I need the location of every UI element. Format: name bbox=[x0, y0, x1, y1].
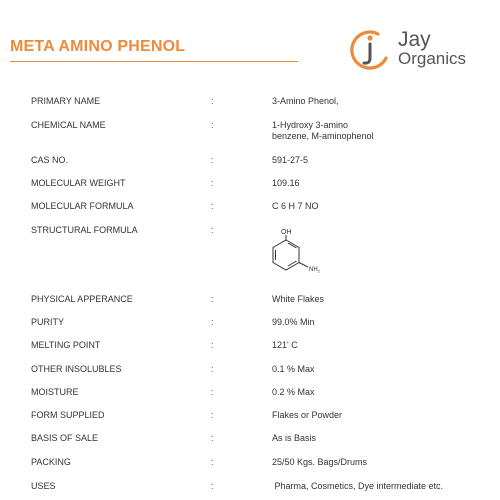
spec-colon: : bbox=[211, 481, 214, 491]
spec-value: 99.0% Min bbox=[272, 317, 315, 327]
spec-value-line2: benzene, M-aminophenol bbox=[272, 131, 374, 141]
spec-value: Pharma, Cosmetics, Dye intermediate etc. bbox=[272, 481, 444, 491]
spec-label: PACKING bbox=[31, 457, 71, 467]
spec-label: USES bbox=[31, 481, 56, 491]
spec-colon: : bbox=[211, 364, 214, 374]
benzene-ring bbox=[273, 235, 308, 270]
brand-name-line1: Jay bbox=[398, 28, 431, 51]
spec-value: Flakes or Powder bbox=[272, 410, 343, 420]
spec-label: STRUCTURAL FORMULA bbox=[31, 225, 138, 235]
spec-label: PHYSICAL APPERANCE bbox=[31, 294, 133, 304]
page-title: META AMINO PHENOL bbox=[10, 38, 186, 55]
spec-colon: : bbox=[211, 457, 214, 467]
spec-label: MOLECULAR FORMULA bbox=[31, 201, 134, 211]
brand-name-line2: Organics bbox=[398, 49, 467, 68]
nh2-bond bbox=[299, 263, 308, 268]
title-underline bbox=[10, 61, 298, 62]
nh2-subscript: 2 bbox=[317, 268, 320, 274]
spec-value: 0.1 % Max bbox=[272, 364, 315, 374]
spec-value: White Flakes bbox=[272, 294, 325, 304]
spec-label: OTHER INSOLUBLES bbox=[31, 364, 122, 374]
spec-label: CAS NO. bbox=[31, 155, 69, 165]
spec-value bbox=[272, 120, 497, 142]
spec-colon: : bbox=[211, 155, 214, 165]
spec-value: 109.16 bbox=[272, 178, 300, 188]
brand-logo bbox=[348, 28, 488, 72]
spec-label: FORM SUPPLIED bbox=[31, 410, 105, 420]
spec-colon: : bbox=[211, 433, 214, 443]
spec-value: C 6 H 7 NO bbox=[272, 201, 319, 211]
spec-colon: : bbox=[211, 387, 214, 397]
spec-label: MOISTURE bbox=[31, 387, 79, 397]
oh-label: OH bbox=[281, 229, 292, 236]
spec-colon: : bbox=[211, 410, 214, 420]
spec-value: As is Basis bbox=[272, 433, 317, 443]
spec-value: 591-27-5 bbox=[272, 155, 309, 165]
spec-value: 3-Amino Phenol, bbox=[272, 96, 339, 106]
spec-colon: : bbox=[211, 317, 214, 327]
spec-value: 121' C bbox=[272, 340, 298, 350]
spec-label: CHEMICAL NAME bbox=[31, 120, 106, 130]
spec-colon: : bbox=[211, 120, 214, 130]
spec-label: PURITY bbox=[31, 317, 65, 327]
spec-colon: : bbox=[211, 96, 214, 106]
spec-label: MELTING POINT bbox=[31, 340, 101, 350]
spec-colon: : bbox=[211, 201, 214, 211]
spec-colon: : bbox=[211, 340, 214, 350]
spec-label: PRIMARY NAME bbox=[31, 96, 101, 106]
jay-organics-logo-icon bbox=[348, 28, 394, 72]
spec-value: 0.2 % Max bbox=[272, 387, 315, 397]
spec-colon: : bbox=[211, 294, 214, 304]
nh2-main: NH bbox=[309, 267, 318, 273]
spec-value: 25/50 Kgs. Bags/Drums bbox=[272, 457, 368, 467]
nh2-label bbox=[309, 267, 321, 274]
spec-colon: : bbox=[211, 178, 214, 188]
spec-colon: : bbox=[211, 225, 214, 235]
spec-value-line1: 1-Hydroxy 3-amino bbox=[272, 120, 349, 130]
structural-formula-diagram bbox=[262, 226, 332, 280]
spec-label: MOLECULAR WEIGHT bbox=[31, 178, 126, 188]
spec-label: BASIS OF SALE bbox=[31, 433, 99, 443]
